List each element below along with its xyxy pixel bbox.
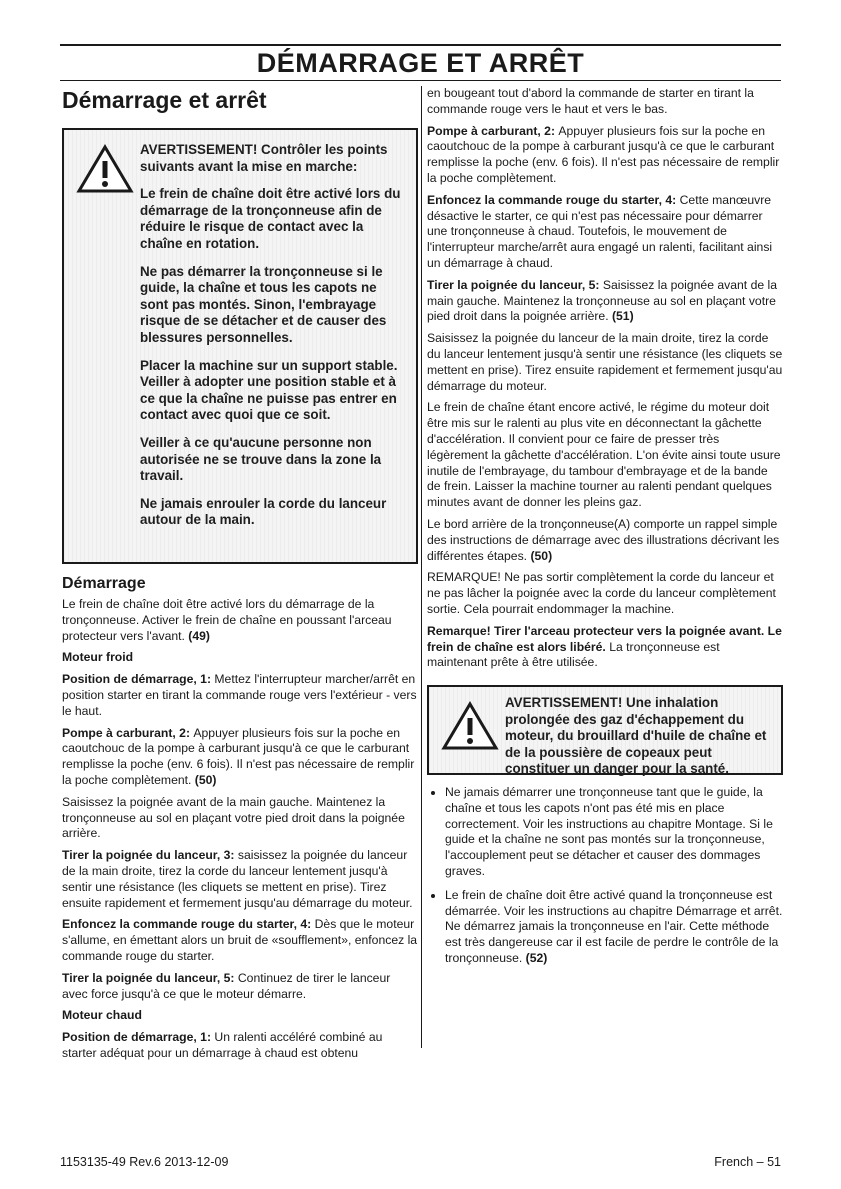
figure-ref: (49) (188, 628, 210, 643)
paragraph: Remarque! Tirer l'arceau protecteur vers la poignée avant. Le frein de chaîne est alors libéré. La tronçonneuse est maintenant prête à être utilisée. (427, 623, 782, 670)
paragraph: Enfoncez la commande rouge du starter, 4: Dès que le moteur s'allume, en émettant alors un bruit de «soufflement», enfoncez la commande rouge du starter. (62, 917, 418, 963)
left-column (62, 86, 418, 1068)
document-id: 1153135-49 Rev.6 2013-12-09 (60, 1155, 229, 1169)
warning-box-exhaust (427, 685, 783, 775)
paragraph: Le frein de chaîne étant encore activé, le régime du moteur doit être mis sur le ralenti au plus vite en déconnectant la gâchette d'accélération. Il convient pour ce faire de presser très légèrement la gâchette d'accélération. L'on évite ainsi toute usure inutile de l'embrayage, du tambour d'embrayage et de la bande de frein. Laisser la machine tourner au ralenti pendant quelques minutes avant de donner les pleins gaz. (427, 400, 781, 510)
page-header-title: DÉMARRAGE ET ARRÊT (256, 48, 585, 78)
figure-ref: (51) (611, 309, 634, 324)
paragraph: Tirer la poignée du lanceur, 5: Continuez de tirer le lanceur avec force jusqu'à ce que le moteur démarre. (62, 970, 391, 1001)
paragraph: Tirer la poignée du lanceur, 5: Saisissez la poignée avant de la main gauche. Maintenez la tronçonneuse au sol en plaçant votre pied droit dans la poignée arrière. (51) (427, 277, 777, 324)
warning-line: AVERTISSEMENT! Contrôler les points suivants avant la mise en marche: (140, 142, 388, 174)
subsection-title: Démarrage (62, 575, 146, 592)
right-column (427, 86, 783, 975)
paragraph: en bougeant tout d'abord la commande de starter en tirant la commande rouge vers le haut et vers le bas. (427, 86, 754, 116)
section-title: Démarrage et arrêt (62, 87, 267, 113)
paragraph: Saisissez la poignée avant de la main gauche. Maintenez la tronçonneuse au sol en plaçant votre pied droit dans la poignée arrière. (62, 794, 405, 841)
figure-ref: (50) (194, 772, 217, 787)
heading-cold-engine: Moteur froid (62, 650, 134, 665)
column-divider (421, 86, 422, 1048)
paragraph: Le frein de chaîne doit être activé lors du démarrage de la tronçonneuse. Activer le frein de chaîne en poussant l'arceau protecteur vers l'avant. (49) (62, 597, 392, 643)
warning-text (140, 142, 408, 540)
warning-line: Placer la machine sur un support stable. Veiller à adopter une position stable et à ce que la chaîne ne puisse pas entrer en contact avec quoi que ce soit. (140, 357, 398, 423)
list-item: • Ne jamais démarrer une tronçonneuse tant que le guide, la chaîne et tous les capots n'ont pas été mis en place correctement. Voir les instructions au chapitre Montage. Si le guide et la chaîne ne sont pas montés sur la tronçonneuse, l'accouplement peut se détacher et causer des dommages graves. (445, 785, 783, 880)
paragraph: Position de démarrage, 1: Mettez l'interrupteur marcher/arrêt en position starter en tirant la commande rouge vers l'extérieur - vers le haut. (62, 672, 417, 718)
paragraph: Saisissez la poignée du lanceur de la main droite, tirez la corde du lanceur lentement jusqu'à sentir une résistance (les cliquets se mettent en prise). Tirez ensuite rapidement et fermement jusqu'au démarrage du moteur. (427, 331, 783, 393)
warning-text: AVERTISSEMENT! Une inhalation prolongée des gaz d'échappement du moteur, du brouillard d'huile de chaîne et de la poussière de copeaux peut constituer un danger pour la santé. (505, 695, 767, 777)
paragraph: Tirer la poignée du lanceur, 3: saisissez la poignée du lanceur de la main droite, tirez la corde du lanceur lentement jusqu'à sentir une résistance (les cliquets se mettent en prise). Tirez ensuite rapidement et fermement jusqu'au démarrage du moteur. (62, 848, 413, 910)
paragraph: Enfoncez la commande rouge du starter, 4: Cette manœuvre désactive le starter, ce qui n'est pas nécessaire pour démarrer une tronçonneuse à chaud. Toutefois, le mouvement de l'interrupteur marche/arrêt aura engagé un ralenti, facilitant ainsi un démarrage à chaud. (427, 192, 773, 270)
page-number: French – 51 (714, 1155, 781, 1169)
warning-line: Ne jamais enrouler la corde du lanceur autour de la main. (140, 495, 387, 528)
warning-box-start-checks (62, 128, 418, 564)
warning-triangle-icon (76, 144, 134, 194)
figure-ref: (50) (530, 548, 553, 563)
figure-ref: (52) (525, 951, 548, 966)
paragraph: Pompe à carburant, 2: Appuyer plusieurs fois sur la poche en caoutchouc de la pompe à carburant jusqu'à ce que le carburant remplisse la poche (env. 6 fois). Il n'est pas nécessaire de remplir la poche complètement. (50) (62, 725, 415, 787)
paragraph: Le bord arrière de la tronçonneuse(A) comporte un rappel simple des instructions de démarrage avec des illustrations décrivant les différentes étapes. (50) (427, 516, 780, 563)
paragraph: Position de démarrage, 1: Un ralenti accéléré combiné au starter adéquat pour un démarrage à chaud est obtenu (62, 1030, 383, 1060)
warning-line: Veiller à ce qu'aucune personne non autorisée ne se trouve dans la zone la travail. (140, 434, 382, 484)
header-rule-bottom (60, 80, 781, 81)
warning-line: Ne pas démarrer la tronçonneuse si le guide, la chaîne et tous les capots ne sont pas montés. Sinon, l'embrayage risque de se détacher et de causer des blessures personnelles. (140, 263, 387, 345)
paragraph: Pompe à carburant, 2: Appuyer plusieurs fois sur la poche en caoutchouc de la pompe à carburant jusqu'à ce que le carburant remplisse la poche (env. 6 fois). Il n'est pas nécessaire de remplir la poche complètement. (427, 123, 780, 185)
heading-warm-engine: Moteur chaud (62, 1008, 142, 1023)
warning-triangle-icon (441, 701, 499, 751)
bullet-list (427, 785, 783, 967)
paragraph: REMARQUE! Ne pas sortir complètement la corde du lanceur et ne pas lâcher la poignée avec la corde du lanceur complètement sortie. Cela pourrait endommager la machine. (427, 570, 776, 616)
warning-line: Le frein de chaîne doit être activé lors du démarrage de la tronçonneuse afin de réduire le risque de contact avec la chaîne en rotation. (140, 186, 401, 251)
list-item: • Le frein de chaîne doit être activé quand la tronçonneuse est démarrée. Voir les instructions au chapitre Démarrage et arrêt. Ne démarrez jamais la tronçonneuse en l'air. Cette méthode est très dangereuse car il est facile de perdre le contrôle de la tronçonneuse. (52) (445, 888, 783, 967)
